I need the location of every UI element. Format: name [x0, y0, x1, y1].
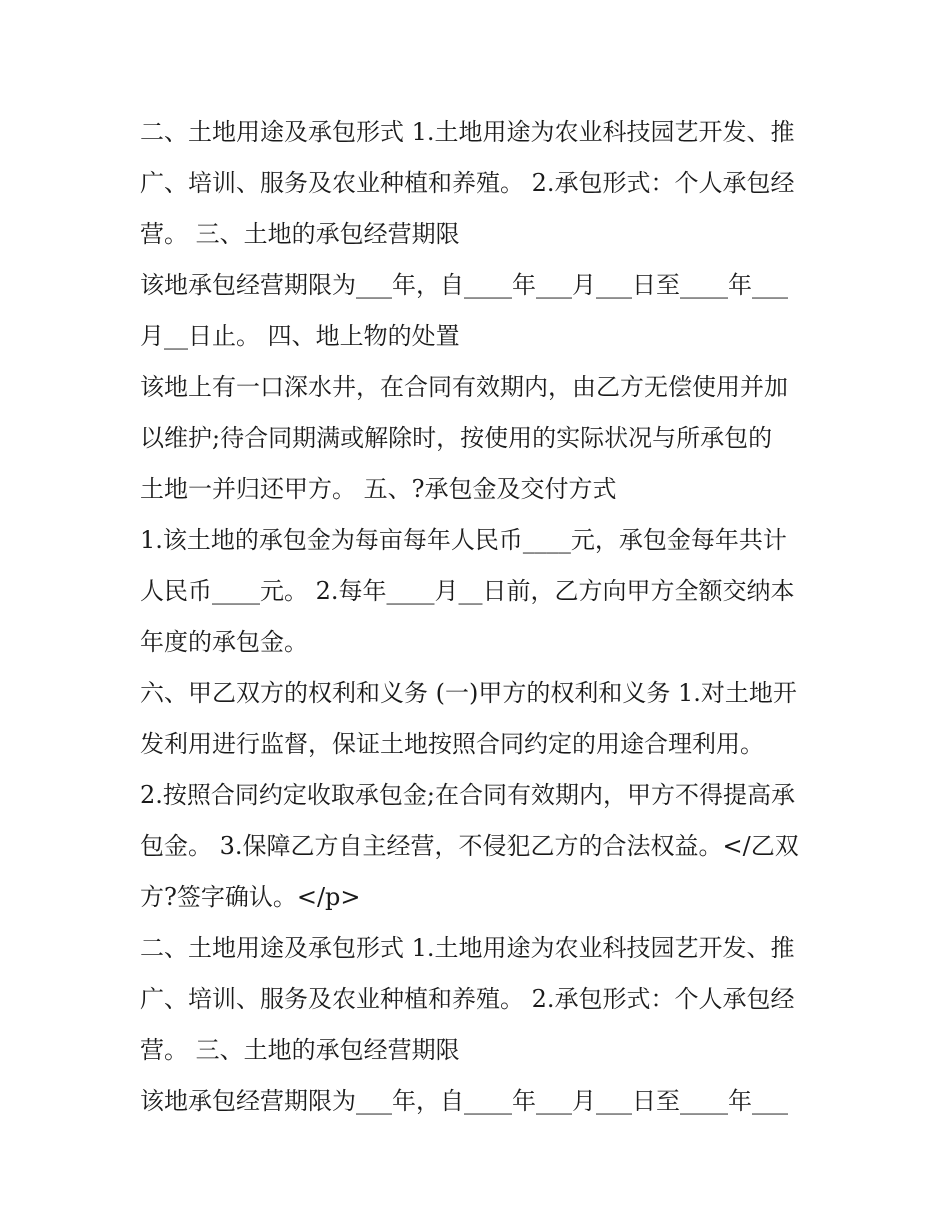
- text-line: 年度的承包金。: [140, 628, 308, 656]
- text-line: 二、土地用途及承包形式 1.土地用途为农业科技园艺开发、推: [140, 934, 795, 962]
- document-body: [140, 107, 820, 1127]
- text-line: 广、培训、服务及农业种植和养殖。 2.承包形式：个人承包经: [140, 985, 795, 1013]
- text-line: 广、培训、服务及农业种植和养殖。 2.承包形式：个人承包经: [140, 169, 795, 197]
- text-line: 人民币____元。 2.每年____月__日前，乙方向甲方全额交纳本: [140, 577, 795, 605]
- text-line: 发利用进行监督，保证土地按照合同约定的用途合理利用。: [140, 730, 764, 758]
- text-line: 二、土地用途及承包形式 1.土地用途为农业科技园艺开发、推: [140, 118, 795, 146]
- text-line: 六、甲乙双方的权利和义务 (一)甲方的权利和义务 1.对土地开: [140, 679, 797, 707]
- text-line: 以维护;待合同期满或解除时，按使用的实际状况与所承包的: [140, 424, 773, 452]
- text-line: 包金。 3.保障乙方自主经营，不侵犯乙方的合法权益。</乙双: [140, 832, 799, 860]
- text-line: 月__日止。 四、地上物的处置: [140, 322, 460, 350]
- text-line: 该地承包经营期限为___年，自____年___月___日至____年___: [140, 1087, 788, 1115]
- text-line: 营。 三、土地的承包经营期限: [140, 220, 460, 248]
- text-line: 2.按照合同约定收取承包金;在合同有效期内，甲方不得提高承: [140, 781, 795, 809]
- text-line: 该地上有一口深水井，在合同有效期内，由乙方无偿使用并加: [140, 373, 788, 401]
- text-line: 土地一并归还甲方。 五、?承包金及交付方式: [140, 475, 617, 503]
- text-line: 1.该土地的承包金为每亩每年人民币____元，承包金每年共计: [140, 526, 787, 554]
- text-line: 方?签字确认。</p>: [140, 883, 361, 911]
- text-line: 营。 三、土地的承包经营期限: [140, 1036, 460, 1064]
- text-line: 该地承包经营期限为___年，自____年___月___日至____年___: [140, 271, 788, 299]
